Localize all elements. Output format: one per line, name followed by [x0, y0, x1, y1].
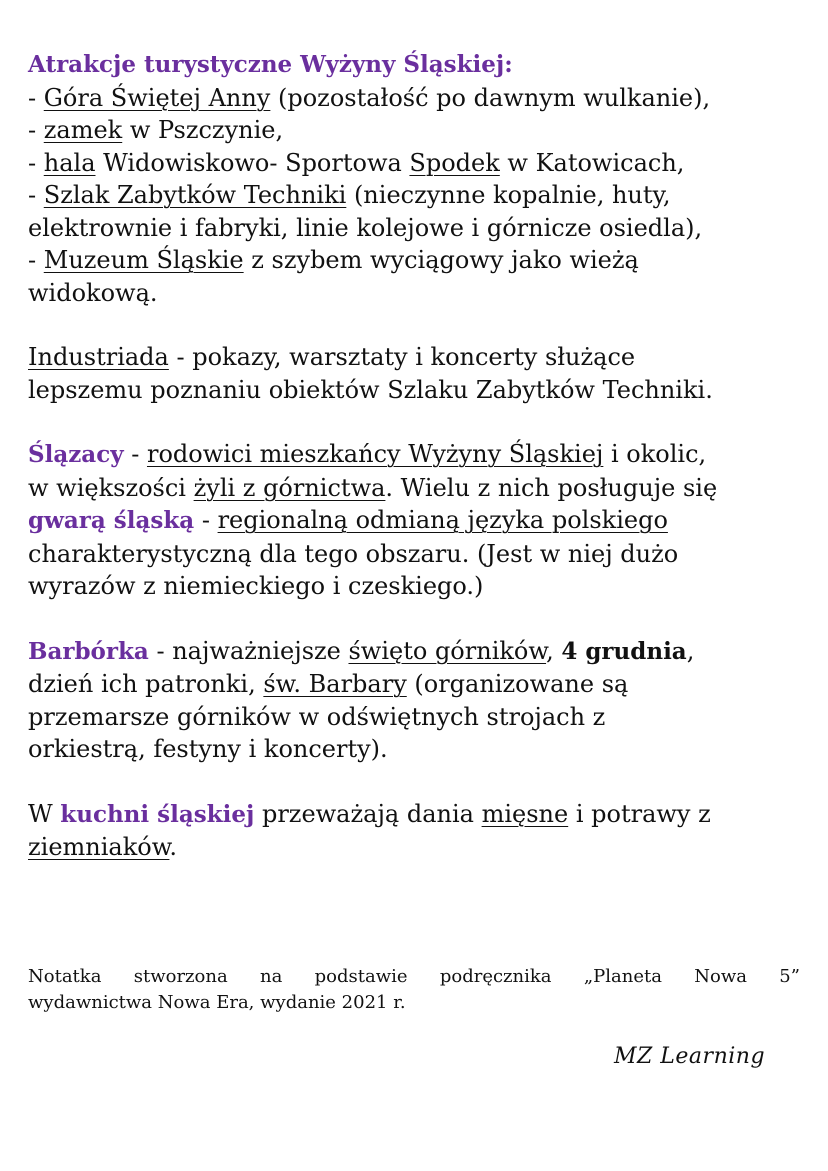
attractions-heading: Atrakcje turystyczne Wyżyny Śląskiej:	[28, 51, 513, 78]
list-item: - Góra Świętej Anny (pozostałość po dawnym wulkanie),	[28, 83, 711, 112]
underlined-term: ziemniaków	[28, 833, 170, 861]
cuisine-section: W kuchni śląskiej przeważają dania mięsne i potrawy z ziemniaków.	[28, 799, 711, 861]
list-item: - Muzeum Śląskie z szybem wyciągowy jako wieżą	[28, 246, 639, 274]
highlighted-term: kuchni śląskiej	[60, 800, 255, 828]
list-item-continuation: widokową.	[28, 278, 158, 307]
underlined-term: Industriada	[28, 343, 169, 371]
industriada-section: Industriada - pokazy, warsztaty i koncerty służące lepszemu poznaniu obiektów Szlaku Zabytków Techniki.	[28, 343, 713, 404]
list-item: - Szlak Zabytków Techniki (nieczynne kopalnie, huty,	[28, 181, 671, 209]
slazacy-section: Ślązacy - rodowici mieszkańcy Wyżyny Śląskiej i okolic, w większości żyli z górnictwa. Wielu z nich posługuje się gwarą śląską - regionalną odmianą języka polskiego charakterystyczną dla tego obszaru. (Jest w niej dużo wyrazów z niemieckiego i czeskiego.)	[28, 440, 718, 600]
underlined-term: Szlak Zabytków Techniki	[43, 181, 347, 209]
source-note	[28, 964, 800, 1016]
underlined-term: Góra Świętej Anny	[43, 83, 271, 112]
underlined-term: św. Barbary	[263, 670, 407, 698]
underlined-term: rodowici mieszkańcy Wyżyny Śląskiej	[146, 440, 604, 468]
underlined-term: żyli z górnictwa	[193, 473, 386, 502]
source-note-line2: wydawnictwa Nowa Era, wydanie 2021 r.	[28, 992, 406, 1013]
underlined-term: Spodek	[409, 148, 500, 177]
highlighted-term: Ślązacy	[28, 441, 124, 468]
barborka-section: Barbórka - najważniejsze święto górników, 4 grudnia, dzień ich patronki, św. Barbary (organizowane są przemarsze górników w odświętnych strojach z orkiestrą, festyny i koncerty).	[28, 636, 695, 763]
underlined-term: regionalną odmianą języka polskiego	[217, 506, 668, 534]
highlighted-term: gwarą śląską	[28, 507, 195, 534]
date-bold: 4 grudnia	[561, 637, 687, 665]
list-item: - zamek w Pszczynie,	[28, 116, 284, 144]
attractions-section	[28, 48, 796, 309]
highlighted-term: Barbórka	[28, 637, 149, 665]
list-item: - hala Widowiskowo- Sportowa Spodek w Katowicach,	[28, 148, 685, 177]
underlined-term: zamek	[43, 116, 123, 144]
underlined-term: mięsne	[481, 799, 569, 828]
underlined-term: hala	[43, 148, 96, 177]
source-note-line1: Notatka stworzona na podstawie podręcznika „Planeta Nowa 5”	[28, 966, 800, 987]
underlined-term: Muzeum Śląskie	[43, 246, 244, 274]
signature: MZ Learning	[614, 1044, 766, 1069]
underlined-term: święto górników	[348, 636, 547, 665]
list-item-continuation: elektrownie i fabryki, linie kolejowe i górnicze osiedla),	[28, 213, 703, 242]
